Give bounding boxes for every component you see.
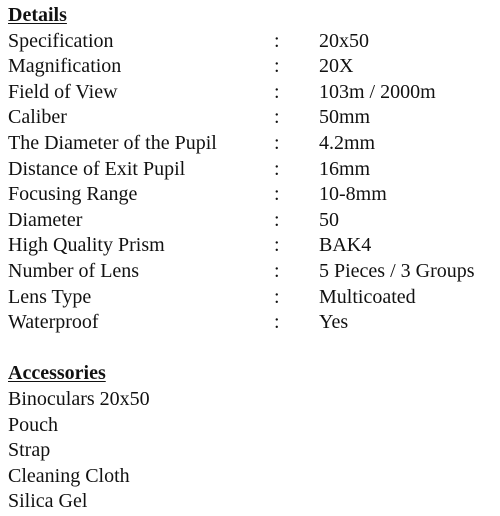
accessory-item: Cleaning Cloth bbox=[8, 464, 130, 487]
spec-row-diameter bbox=[8, 208, 496, 234]
accessory-item: Pouch bbox=[8, 413, 58, 436]
spec-value: 10-8mm bbox=[319, 183, 387, 206]
spec-value: Multicoated bbox=[319, 285, 416, 308]
accessory-item: Binoculars 20x50 bbox=[8, 387, 150, 410]
spec-separator: : bbox=[274, 157, 280, 180]
spec-row-field-of-view bbox=[8, 80, 496, 106]
details-heading: Details bbox=[8, 4, 67, 26]
spec-label: Waterproof bbox=[8, 311, 99, 334]
spec-label: High Quality Prism bbox=[8, 234, 165, 257]
spec-row-exit-pupil-distance bbox=[8, 157, 496, 183]
spec-value: Yes bbox=[319, 311, 349, 334]
spec-separator: : bbox=[274, 131, 280, 154]
spec-value: 4.2mm bbox=[319, 131, 376, 154]
accessory-item: Silica Gel bbox=[8, 490, 88, 513]
spec-value: 50 bbox=[319, 208, 339, 231]
spec-label: Field of View bbox=[8, 80, 118, 103]
details-list bbox=[8, 29, 496, 336]
spec-label: Lens Type bbox=[8, 285, 92, 308]
spec-label: Caliber bbox=[8, 106, 67, 129]
spec-label: Magnification bbox=[8, 55, 122, 78]
spec-separator: : bbox=[274, 208, 280, 231]
spec-value: 20X bbox=[319, 55, 354, 78]
spec-value: 20x50 bbox=[319, 29, 369, 52]
spec-row-focusing-range bbox=[8, 182, 496, 208]
spec-separator: : bbox=[274, 311, 280, 334]
spec-row-pupil-diameter bbox=[8, 131, 496, 157]
accessories-list bbox=[8, 387, 496, 515]
spec-value: 5 Pieces / 3 Groups bbox=[319, 259, 475, 282]
spec-row-magnification bbox=[8, 54, 496, 80]
spec-row-lens-type bbox=[8, 285, 496, 311]
spec-value: BAK4 bbox=[319, 234, 372, 257]
spec-label: Number of Lens bbox=[8, 259, 140, 282]
spec-separator: : bbox=[274, 234, 280, 257]
accessories-heading: Accessories bbox=[8, 362, 106, 385]
spec-sheet bbox=[8, 3, 496, 515]
spec-separator: : bbox=[274, 29, 280, 52]
spec-label: The Diameter of the Pupil bbox=[8, 131, 217, 154]
spec-value: 50mm bbox=[319, 106, 371, 129]
spec-row-waterproof bbox=[8, 310, 496, 336]
spec-row-number-of-lens bbox=[8, 259, 496, 285]
spec-separator: : bbox=[274, 55, 280, 78]
spec-label: Diameter bbox=[8, 208, 83, 231]
spec-label: Focusing Range bbox=[8, 183, 138, 206]
spec-separator: : bbox=[274, 80, 280, 103]
spec-row-specification bbox=[8, 29, 496, 55]
spec-separator: : bbox=[274, 183, 280, 206]
spec-separator: : bbox=[274, 285, 280, 308]
spec-row-prism bbox=[8, 233, 496, 259]
spec-row-caliber bbox=[8, 105, 496, 131]
spec-label: Specification bbox=[8, 29, 114, 52]
spec-separator: : bbox=[274, 106, 280, 129]
spec-value: 103m / 2000m bbox=[319, 80, 436, 103]
spec-value: 16mm bbox=[319, 157, 371, 180]
spec-separator: : bbox=[274, 259, 280, 282]
accessory-item: Strap bbox=[8, 439, 51, 462]
spec-label: Distance of Exit Pupil bbox=[8, 157, 186, 180]
section-spacer bbox=[8, 336, 496, 362]
